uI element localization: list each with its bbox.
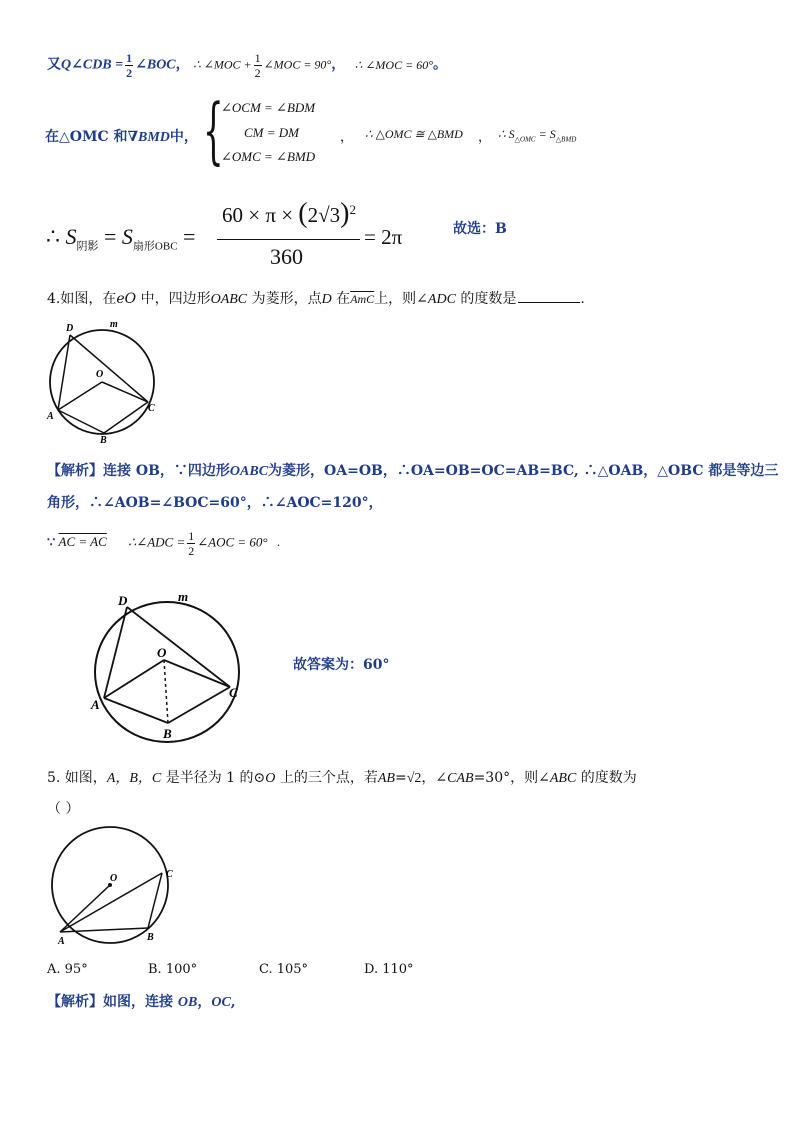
- comma: ，: [331, 57, 346, 73]
- seg-o-b-dashed: [164, 660, 168, 723]
- big-frac-numerator: $60 \times \pi \times (2√3)^2$: [222, 198, 356, 229]
- seg-a-o: [60, 885, 110, 932]
- solution-4-line-2: 角形，∴∠AOB=∠BOC=60°，∴∠AOC=120°，: [47, 495, 383, 511]
- therefore-shade: ∴ $S_{阴影} = S_{扇形OBC}$ =: [46, 224, 196, 253]
- period: 。: [433, 57, 447, 73]
- analysis-tag: 【解析】: [47, 994, 103, 1010]
- area-equal-statement: ∴ $S_{\triangle OMC} = S_{\triangle BMD}$: [498, 127, 577, 144]
- solution-5: 【解析】如图，连接 OB，OC,: [47, 994, 236, 1010]
- analysis-tag: 【解析】: [47, 463, 103, 479]
- solution-4-line-3: ∵ AC = AC ∴∠ADC = $\frac{1}{2}$ ∠AOC = 60° .: [47, 529, 281, 558]
- line-1: [47, 52, 447, 79]
- label-a: A: [58, 936, 65, 947]
- label-a: A: [91, 697, 100, 712]
- answer-blank: [518, 302, 580, 303]
- label-d: D: [118, 593, 128, 608]
- label-c: C: [166, 869, 173, 880]
- expr-moc-60: ∴ ∠MOC = 60°: [354, 57, 433, 72]
- question-5: 5. 如图，A，B，C 是半径为 1 的⊙O 上的三个点，若AB=√2，∠CAB=30°，则∠ABC 的度数为: [47, 770, 637, 786]
- option-d[interactable]: D. 110°: [364, 962, 414, 977]
- big-frac-denominator: 360: [270, 244, 303, 269]
- question-4: 4.如图，在eO 中，四边形OABC 为菱形，点D 在$\overline{AmC}$上，则∠ADC 的度数是 .: [47, 291, 585, 307]
- system-eq-3: ∠OMC = ∠BMD: [221, 149, 316, 164]
- seg-b-c: [148, 873, 162, 928]
- label-c: C: [229, 685, 238, 700]
- system-eq-1: ∠OCM = ∠BDM: [221, 100, 316, 115]
- fraction-half-1: $\frac{1}{2}$: [126, 51, 133, 80]
- label-c: C: [148, 403, 155, 414]
- solution-4-line-1: 【解析】连接 OB，∵四边形OABC为菱形，OA=OB，∴OA=OB=OC=AB=BC, ∴△OAB，△OBC 都是等边三: [47, 463, 779, 479]
- label-o: O: [157, 645, 167, 660]
- big-frac-result: = 2π: [364, 225, 403, 249]
- you-char: 又: [47, 57, 61, 73]
- label-o: O: [110, 873, 118, 884]
- comma: ，: [175, 57, 190, 73]
- answer-4: 故答案为：60°: [293, 657, 390, 673]
- figure-q5: [44, 825, 184, 950]
- option-b[interactable]: B. 100°: [148, 962, 198, 977]
- option-a[interactable]: A. 95°: [47, 962, 88, 977]
- big-frac-bar: [217, 239, 360, 240]
- answer-b: 故选：B: [453, 221, 507, 237]
- label-b: B: [147, 932, 154, 943]
- label-b: B: [163, 726, 172, 741]
- expr-boc: ∠BOC: [135, 57, 176, 73]
- expr-moc-sum: ∴ ∠MOC +: [193, 57, 252, 72]
- label-b: B: [100, 435, 107, 445]
- seg-o-c: [102, 382, 148, 402]
- seg-a-o: [58, 382, 102, 410]
- figure-q4: [40, 315, 170, 445]
- circle-sol4: [95, 602, 239, 742]
- system-eq-2: CM = DM: [244, 125, 299, 140]
- zhong-text: 中，: [169, 129, 198, 145]
- label-a: A: [47, 411, 54, 422]
- seg-d-c: [70, 335, 148, 402]
- label-o: O: [96, 369, 104, 380]
- expr-moc-90: ∠MOC = 90°: [263, 57, 332, 72]
- label-m: m: [178, 589, 189, 604]
- prefix-text: 在△OMC 和: [45, 129, 128, 145]
- fraction-half-2: $\frac{1}{2}$: [254, 51, 261, 80]
- seg-o-c: [164, 660, 230, 687]
- figure-solution-4: [84, 585, 254, 745]
- comma-2: ，: [478, 130, 492, 145]
- question-5-paren: （ ）: [47, 801, 80, 817]
- q-symbol: Q: [61, 57, 72, 73]
- congruent-statement: ∴ △OMC ≅ △BMD: [365, 127, 463, 141]
- label-m: m: [110, 319, 118, 330]
- option-c[interactable]: C. 105°: [259, 962, 309, 977]
- expr-cdb: ∠CDB =: [71, 57, 124, 73]
- label-d: D: [66, 323, 74, 334]
- system-comma: ，: [340, 130, 354, 145]
- line-2-prefix: [45, 126, 198, 146]
- triangle-bmd: ∇BMD: [127, 130, 170, 145]
- seg-d-a: [104, 607, 127, 698]
- system-brace: {: [203, 88, 224, 172]
